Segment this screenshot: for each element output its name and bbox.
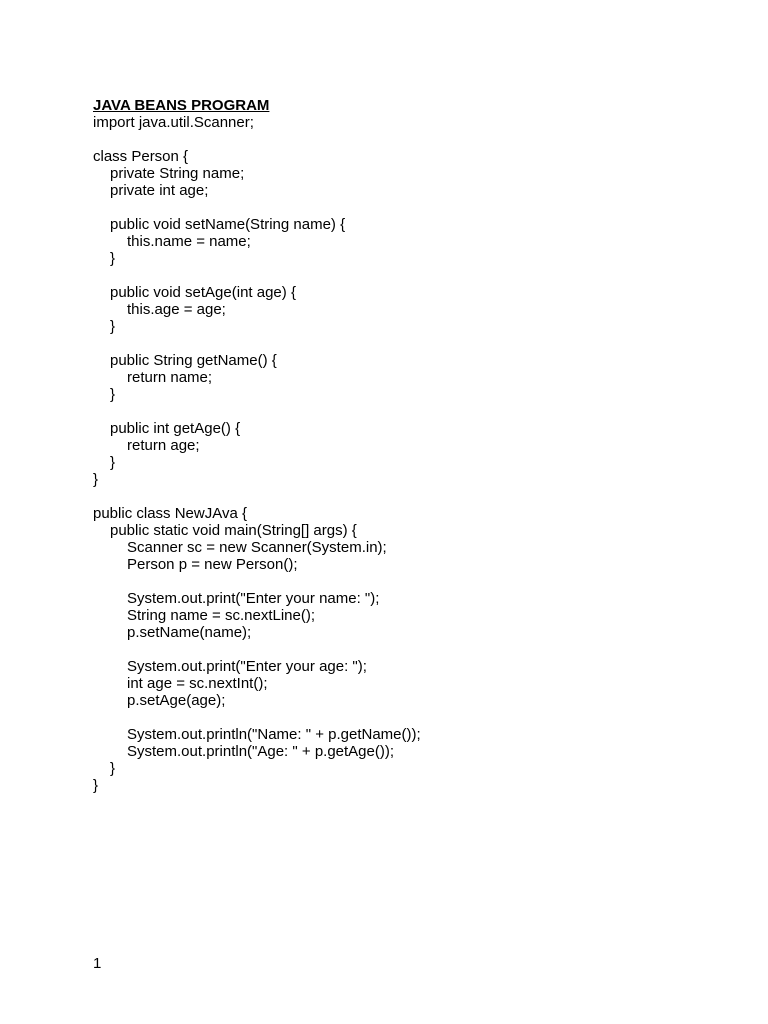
code-line: public int getAge() {: [110, 420, 241, 437]
page-number: 1: [93, 955, 102, 972]
document-title: JAVA BEANS PROGRAM: [93, 97, 270, 114]
code-line: public static void main(String[] args) {: [110, 522, 357, 539]
code-line: private String name;: [110, 165, 245, 182]
code-line: String name = sc.nextLine();: [127, 607, 316, 624]
code-line: Scanner sc = new Scanner(System.in);: [127, 539, 387, 556]
code-line-blank: [93, 131, 733, 148]
code-line: class Person {: [93, 148, 189, 165]
code-line: public String getName() {: [110, 352, 277, 369]
code-line: }: [110, 760, 116, 777]
code-line: }: [110, 318, 116, 335]
code-line: }: [93, 471, 99, 488]
code-line: private int age;: [110, 182, 209, 199]
code-line: }: [110, 386, 116, 403]
code-line: this.age = age;: [127, 301, 226, 318]
code-line: }: [110, 250, 116, 267]
code-line: }: [93, 777, 99, 794]
code-line: Person p = new Person();: [127, 556, 298, 573]
code-line-blank: [93, 335, 733, 352]
code-line-blank: [93, 199, 733, 216]
code-line-blank: [93, 488, 733, 505]
code-line: return name;: [127, 369, 213, 386]
code-line: import java.util.Scanner;: [93, 114, 254, 131]
code-line-blank: [93, 267, 733, 284]
code-line-blank: [93, 403, 733, 420]
code-line: public class NewJAva {: [93, 505, 247, 522]
code-line: System.out.println("Name: " + p.getName());: [127, 726, 421, 743]
code-line: System.out.print("Enter your age: ");: [127, 658, 367, 675]
code-line: System.out.println("Age: " + p.getAge());: [127, 743, 395, 760]
code-line: }: [110, 454, 116, 471]
code-line: this.name = name;: [127, 233, 251, 250]
code-line: System.out.print("Enter your name: ");: [127, 590, 380, 607]
code-listing: [93, 97, 733, 794]
code-line: int age = sc.nextInt();: [127, 675, 268, 692]
code-line: p.setAge(age);: [127, 692, 226, 709]
code-line: return age;: [127, 437, 200, 454]
code-line: p.setName(name);: [127, 624, 252, 641]
code-line: public void setName(String name) {: [110, 216, 346, 233]
code-line: public void setAge(int age) {: [110, 284, 296, 301]
code-line-blank: [93, 641, 733, 658]
code-line-blank: [93, 573, 733, 590]
code-line-blank: [93, 709, 733, 726]
